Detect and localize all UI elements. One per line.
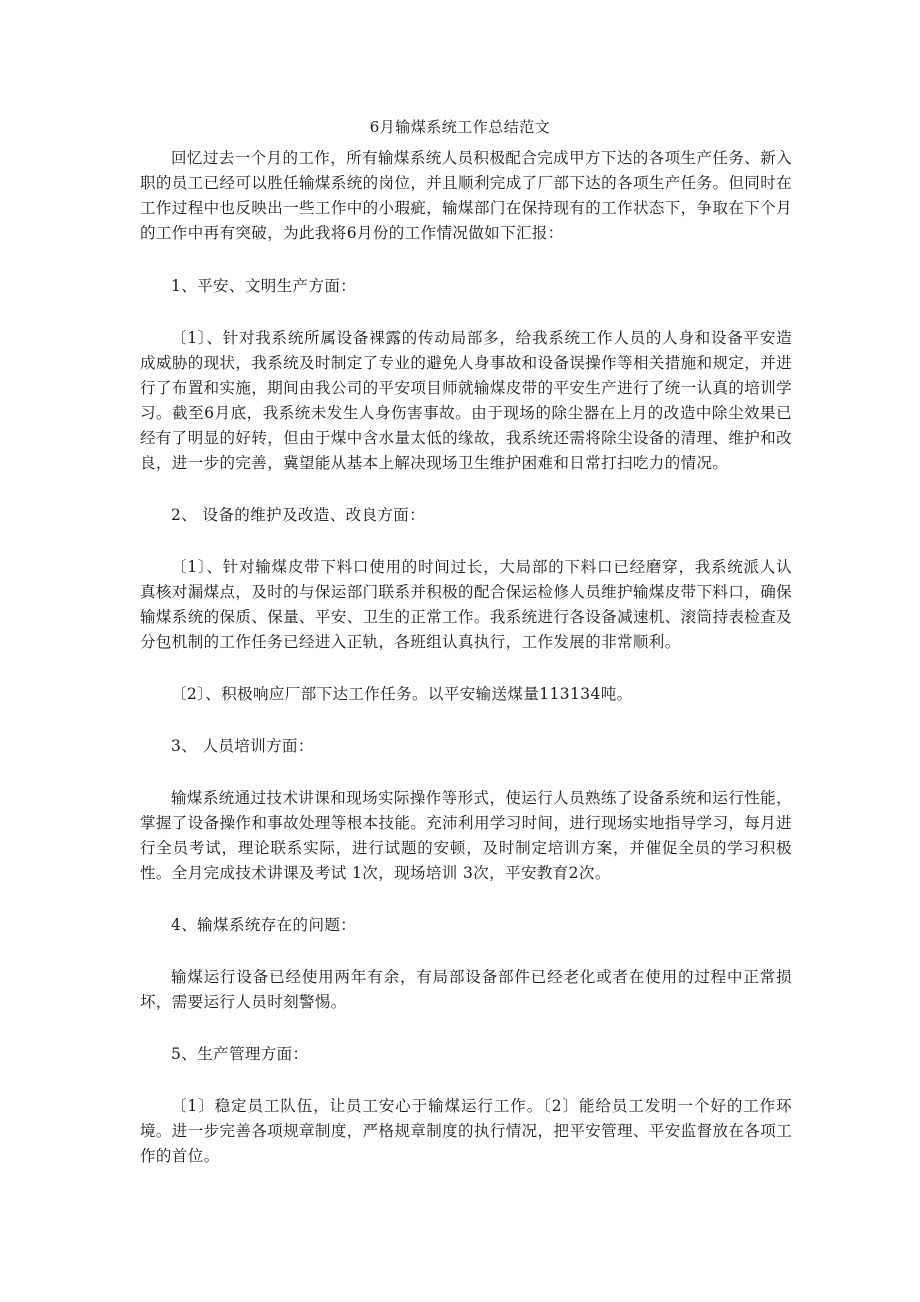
section-3-heading: 3、 人员培训方面： [171,737,314,755]
section-4-paragraph-1: 输煤运行设备已经使用两年有余，有局部设备部件已经老化或者在使用的过程中正常损坏，需要运行人员时刻警惕。 [140,968,792,1011]
section-2-paragraph-1: 〔1〕、针对输煤皮带下料口使用的时间过长，大局部的下料口已经磨穿，我系统派人认真核对漏煤点，及时的与保运部门联系并积极的配合保运检修人员维护输煤皮带下料口，确保输煤系统的保质、保量、平安、卫生的正常工作。我系统进行各设备减速机、滚筒持表检查及分包机制的工作任务已经进入正轨，各班组认真执行，工作发展的非常顺利。 [140,558,792,651]
section-2-paragraph-2: 〔2〕、积极响应厂部下达工作任务。以平安输送煤量113134吨。 [171,685,633,703]
section-5-paragraph-1: 〔1〕稳定员工队伍，让员工安心于输煤运行工作。〔2〕能给员工发明一个好的工作环境。进一步完善各项规章制度，严格规章制度的执行情况，把平安管理、平安监督放在各项工作的首位。 [140,1097,792,1165]
section-1-paragraph-1: 〔1〕、针对我系统所属设备裸露的传动局部多，给我系统工作人员的人身和设备平安造成威胁的现状，我系统及时制定了专业的避免人身事故和设备误操作等相关措施和规定，并进行了布置和实施，期间由我公司的平安项目师就输煤皮带的平安生产进行了统一认真的培训学习。截至6月底，我系统未发生人身伤害事故。由于现场的除尘器在上月的改造中除尘效果已经有了明显的好转，但由于煤中含水量太低的缘故，我系统还需将除尘设备的清理、维护和改良，进一步的完善，冀望能从基本上解决现场卫生维护困难和日常打扫吃力的情况。 [140,329,792,472]
section-3-paragraph-1: 输煤系统通过技术讲课和现场实际操作等形式，使运行人员熟练了设备系统和运行性能，掌握了设备操作和事故处理等根本技能。充沛利用学习时间，进行现场实地指导学习，每月进行全员考试，理论联系实际，进行试题的安顿，及时制定培训方案，并催促全员的学习积极性。全月完成技术讲课及考试 1次，现场培训 3次，平安教育2次。 [140,789,792,882]
document-title: 6月输煤系统工作总结范文 [369,118,551,136]
intro-paragraph: 回忆过去一个月的工作，所有输煤系统人员积极配合完成甲方下达的各项生产任务、新入职的员工已经可以胜任输煤系统的岗位，并且顺利完成了厂部下达的各项生产任务。但同时在工作过程中也反映出一些工作中的小瑕疵，输煤部门在保持现有的工作状态下，争取在下个月的工作中再有突破，为此我将6月份的工作情况做如下汇报： [140,149,792,242]
document-body [140,146,792,1169]
section-1-heading: 1、平安、文明生产方面： [171,277,357,295]
section-4-heading: 4、输煤系统存在的问题： [171,916,357,934]
section-2-heading: 2、 设备的维护及改造、改良方面： [171,506,426,524]
section-5-heading: 5、生产管理方面： [171,1045,309,1063]
